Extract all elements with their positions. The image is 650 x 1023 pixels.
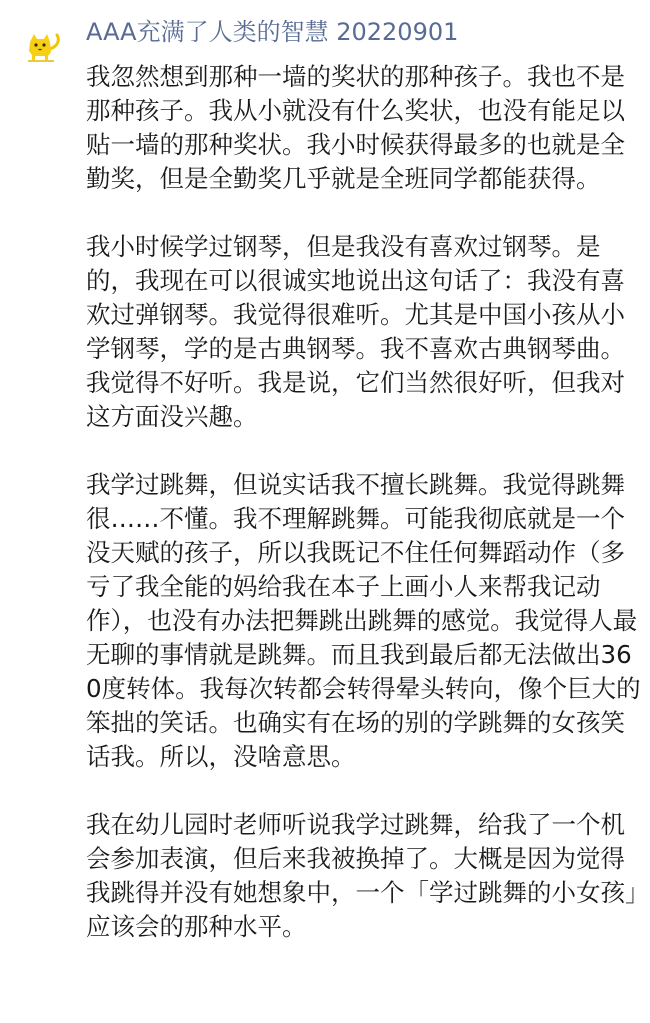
sender-avatar[interactable] [20, 22, 64, 66]
paragraph-4: 我在幼儿园时老师听说我学过跳舞，给我了一个机会参加表演，但后来我被换掉了。大概是因为觉得我跳得并没有她想象中，一个「学过跳舞的小女孩」应该会的那种水平。 [86, 810, 638, 941]
yellow-cat-icon [20, 22, 64, 66]
paragraph-3: 我学过跳舞，但说实话我不擅长跳舞。我觉得跳舞很……不懂。我不理解跳舞。可能我彻底就是一个没天赋的孩子，所以我既记不住任何舞蹈动作（多亏了我全能的妈给我在本子上画小人来帮我记动作），也没有办法把舞跳出跳舞的感觉。我觉得人最无聊的事情就是跳舞。而且我到最后都无法做出360度转体。我每次转都会转得晕头转向，像个巨大的笨拙的笑话。也确实有在场的别的学跳舞的女孩笑话我。所以，没啥意思。 [86, 470, 641, 771]
message-text [86, 60, 646, 944]
paragraph-1: 我忽然想到那种一墙的奖状的那种孩子。我也不是那种孩子。我从小就没有什么奖状，也没有能足以贴一墙的那种奖状。我小时候获得最多的也就是全勤奖，但是全勤奖几乎就是全班同学都能获得。 [86, 62, 625, 193]
sender-name[interactable]: AAA充满了人类的智慧 20220901 [86, 18, 459, 46]
paragraph-2: 我小时候学过钢琴，但是我没有喜欢过钢琴。是的，我现在可以很诚实地说出这句话了：我没有喜欢过弹钢琴。我觉得很难听。尤其是中国小孩从小学钢琴，学的是古典钢琴。我不喜欢古典钢琴曲。我觉得不好听。我是说，它们当然很好听，但我对这方面没兴趣。 [86, 232, 625, 431]
